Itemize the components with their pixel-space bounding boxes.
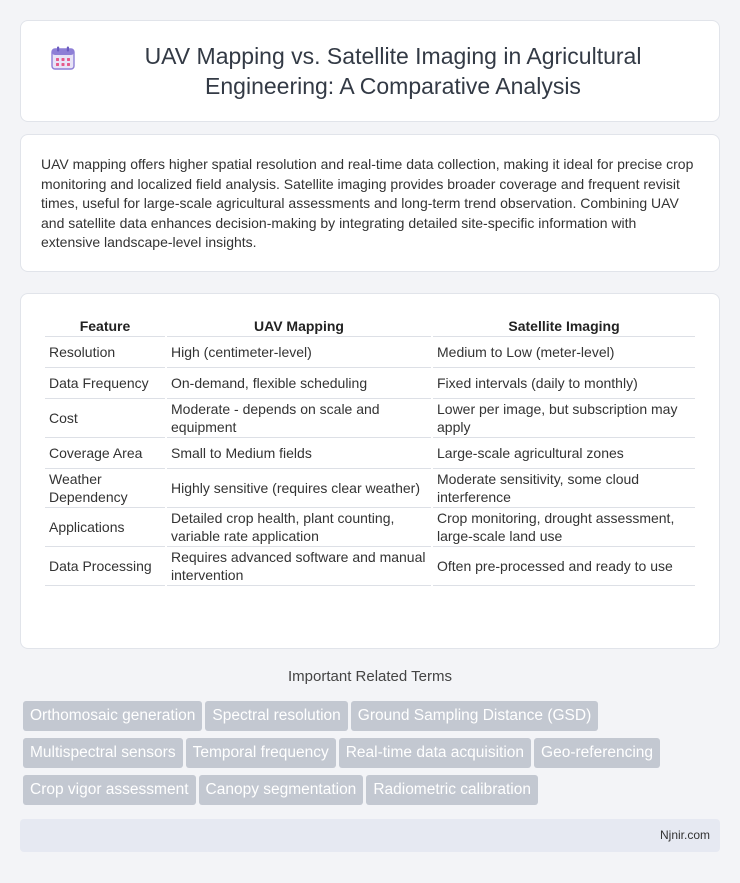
table-row: [45, 368, 695, 399]
tag-ground-sampling-distance[interactable]: Ground Sampling Distance (GSD): [351, 701, 598, 731]
tag-radiometric-calibration[interactable]: Radiometric calibration: [366, 775, 538, 805]
table-row: [45, 508, 695, 547]
related-terms-title: Important Related Terms: [288, 668, 452, 685]
page-title: UAV Mapping vs. Satellite Imaging in Agricultural Engineering: A Comparative Analysis: [144, 43, 642, 99]
cell-uav: Requires advanced software and manual intervention: [167, 547, 431, 586]
cell-satellite: Fixed intervals (daily to monthly): [433, 368, 695, 399]
cell-feature: Coverage Area: [45, 438, 165, 469]
cell-satellite: Crop monitoring, drought assessment, large-scale land use: [433, 508, 695, 547]
tag-crop-vigor-assessment[interactable]: Crop vigor assessment: [23, 775, 196, 805]
cell-satellite: Medium to Low (meter-level): [433, 337, 695, 368]
title-wrap: [50, 41, 690, 101]
header-uav: UAV Mapping: [167, 314, 431, 337]
calendar-icon: [50, 45, 76, 71]
cell-satellite: Large-scale agricultural zones: [433, 438, 695, 469]
tag-spectral-resolution[interactable]: Spectral resolution: [205, 701, 347, 731]
tag-temporal-frequency[interactable]: Temporal frequency: [186, 738, 336, 768]
comparison-table-card: [20, 293, 720, 649]
tag-multispectral-sensors[interactable]: Multispectral sensors: [23, 738, 183, 768]
table-row: [45, 469, 695, 508]
cell-uav: Moderate - depends on scale and equipment: [167, 399, 431, 438]
cell-satellite: Lower per image, but subscription may apply: [433, 399, 695, 438]
header-feature: Feature: [45, 314, 165, 337]
table-row: [45, 438, 695, 469]
related-terms-tags: [23, 701, 723, 812]
cell-feature: Cost: [45, 399, 165, 438]
cell-uav: Detailed crop health, plant counting, variable rate application: [167, 508, 431, 547]
cell-feature: Resolution: [45, 337, 165, 368]
cell-feature: Data Frequency: [45, 368, 165, 399]
cell-satellite: Often pre-processed and ready to use: [433, 547, 695, 586]
cell-uav: On-demand, flexible scheduling: [167, 368, 431, 399]
tag-real-time-data-acquisition[interactable]: Real-time data acquisition: [339, 738, 531, 768]
cell-feature: Data Processing: [45, 547, 165, 586]
cell-uav: Highly sensitive (requires clear weather): [167, 469, 431, 508]
tag-orthomosaic-generation[interactable]: Orthomosaic generation: [23, 701, 202, 731]
cell-feature: Applications: [45, 508, 165, 547]
cell-uav: High (centimeter-level): [167, 337, 431, 368]
intro-card: [20, 134, 720, 272]
cell-feature: Weather Dependency: [45, 469, 165, 508]
comparison-table: [43, 314, 697, 586]
intro-text: UAV mapping offers higher spatial resolution and real-time data collection, making it ideal for precise crop monitoring and localized field analysis. Satellite imaging provides broader coverage and frequent revisit times, useful for large-scale agricultural assessments and long-term trend observation. Combining UAV and satellite data enhances decision-making by integrating detailed site-specific information with extensive landscape-level insights.: [41, 156, 694, 250]
footer: [20, 819, 720, 852]
table-row: [45, 399, 695, 438]
table-row: [45, 547, 695, 586]
tag-geo-referencing[interactable]: Geo-referencing: [534, 738, 660, 768]
table-header-row: [45, 314, 695, 337]
tag-canopy-segmentation[interactable]: Canopy segmentation: [199, 775, 364, 805]
footer-brand[interactable]: Njnir.com: [659, 828, 710, 842]
title-card: [20, 20, 720, 122]
table-row: [45, 337, 695, 368]
cell-satellite: Moderate sensitivity, some cloud interference: [433, 469, 695, 508]
cell-uav: Small to Medium fields: [167, 438, 431, 469]
header-satellite: Satellite Imaging: [433, 314, 695, 337]
